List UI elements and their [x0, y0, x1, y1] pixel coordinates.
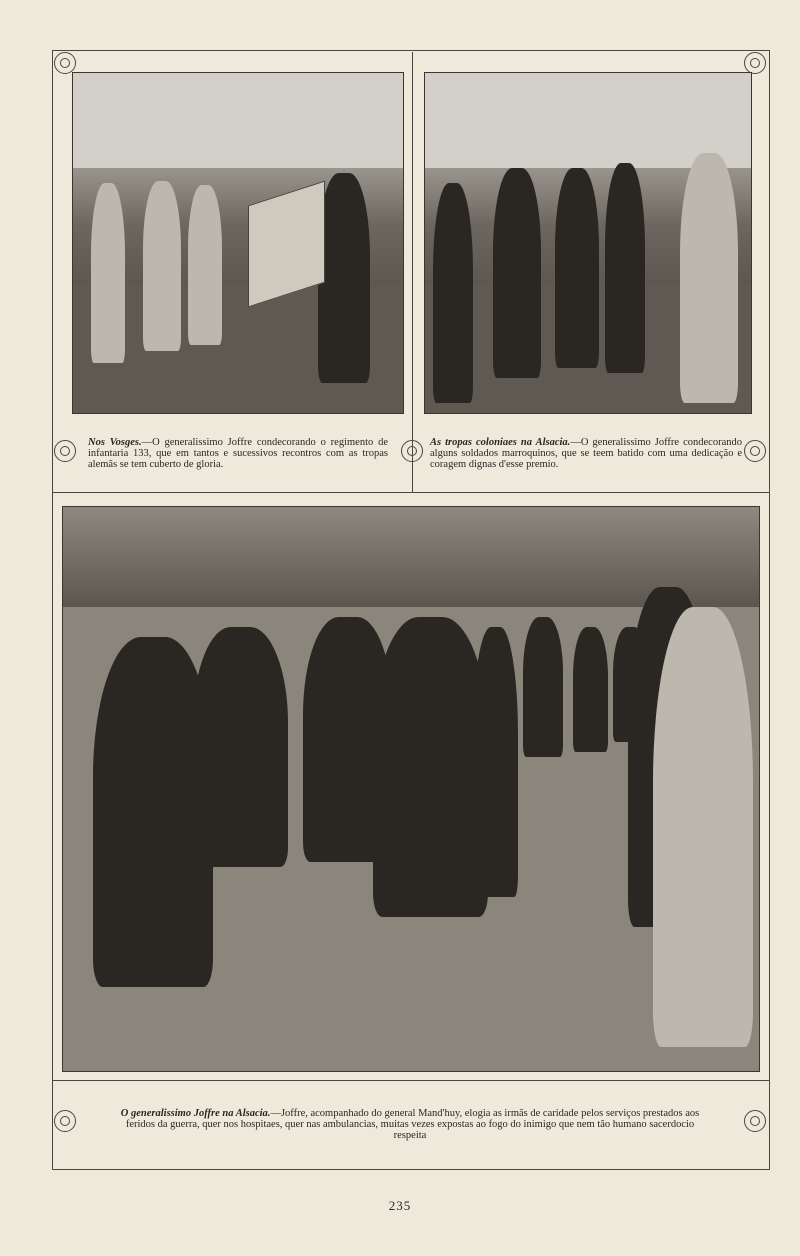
nun-figure: [473, 627, 518, 897]
corner-ornament-top-right: [744, 52, 766, 74]
corner-ornament-bottom-left: [54, 1110, 76, 1132]
soldier-figure: [188, 185, 222, 345]
corner-ornament-top-left: [54, 52, 76, 74]
soldier-figure: [433, 183, 473, 403]
caption-top-left-text: —O generalissimo Joffre condecorando o regimento de infantaria 133, que em tantos e sucessivos recontros com as tropas alemãs se tem cuberto de gloria.: [88, 437, 388, 470]
officer-figure: [573, 627, 608, 752]
caption-top-right: [430, 437, 742, 470]
page-number: 235: [388, 1198, 412, 1213]
nun-figure: [373, 617, 488, 917]
section-divider: [52, 1080, 770, 1081]
general-figure: [318, 173, 370, 383]
caption-top-right-lead: As tropas coloniaes na Alsacia.: [430, 437, 571, 448]
photo-vosges-flag-decoration: [72, 72, 404, 414]
officer-figure: [680, 153, 738, 403]
corner-ornament-bottom-right: [744, 1110, 766, 1132]
caption-top-left-lead: Nos Vosges.: [88, 437, 142, 448]
caption-bottom-lead: O generalissimo Joffre na Alsacia.: [120, 1108, 271, 1119]
caption-bottom: [110, 1108, 710, 1141]
photo-colonial-troops-decoration: [424, 72, 752, 414]
soldier-figure: [143, 181, 181, 351]
soldier-figure: [555, 168, 599, 368]
ornament-right-middle: [744, 440, 766, 462]
photo-joffre-sisters-of-charity: [62, 506, 760, 1072]
general-joffre-figure: [653, 607, 753, 1047]
soldier-figure: [91, 183, 125, 363]
soldier-figure: [493, 168, 541, 378]
caption-bottom-text: —Joffre, acompanhado do general Mand'huy, elogia as irmãs de caridade pelos serviços prestados aos feridos da guerra, quer nos hospitaes, quer nas ambulancias, muitas vezes expostas ao fogo do inimigo que nem tão humano sacerdocio respeita: [125, 1108, 700, 1141]
column-divider: [412, 52, 413, 492]
section-divider: [52, 492, 770, 493]
caption-top-right-text: —O generalissimo Joffre condecorando alguns soldados marroquinos, que se teem batido com uma dedicação e coragem dignas d'esse premio.: [430, 437, 742, 470]
general-figure: [605, 163, 645, 373]
officer-figure: [523, 617, 563, 757]
caption-top-left: [88, 437, 388, 470]
ornament-left-middle: [54, 440, 76, 462]
nun-figure: [193, 627, 288, 867]
